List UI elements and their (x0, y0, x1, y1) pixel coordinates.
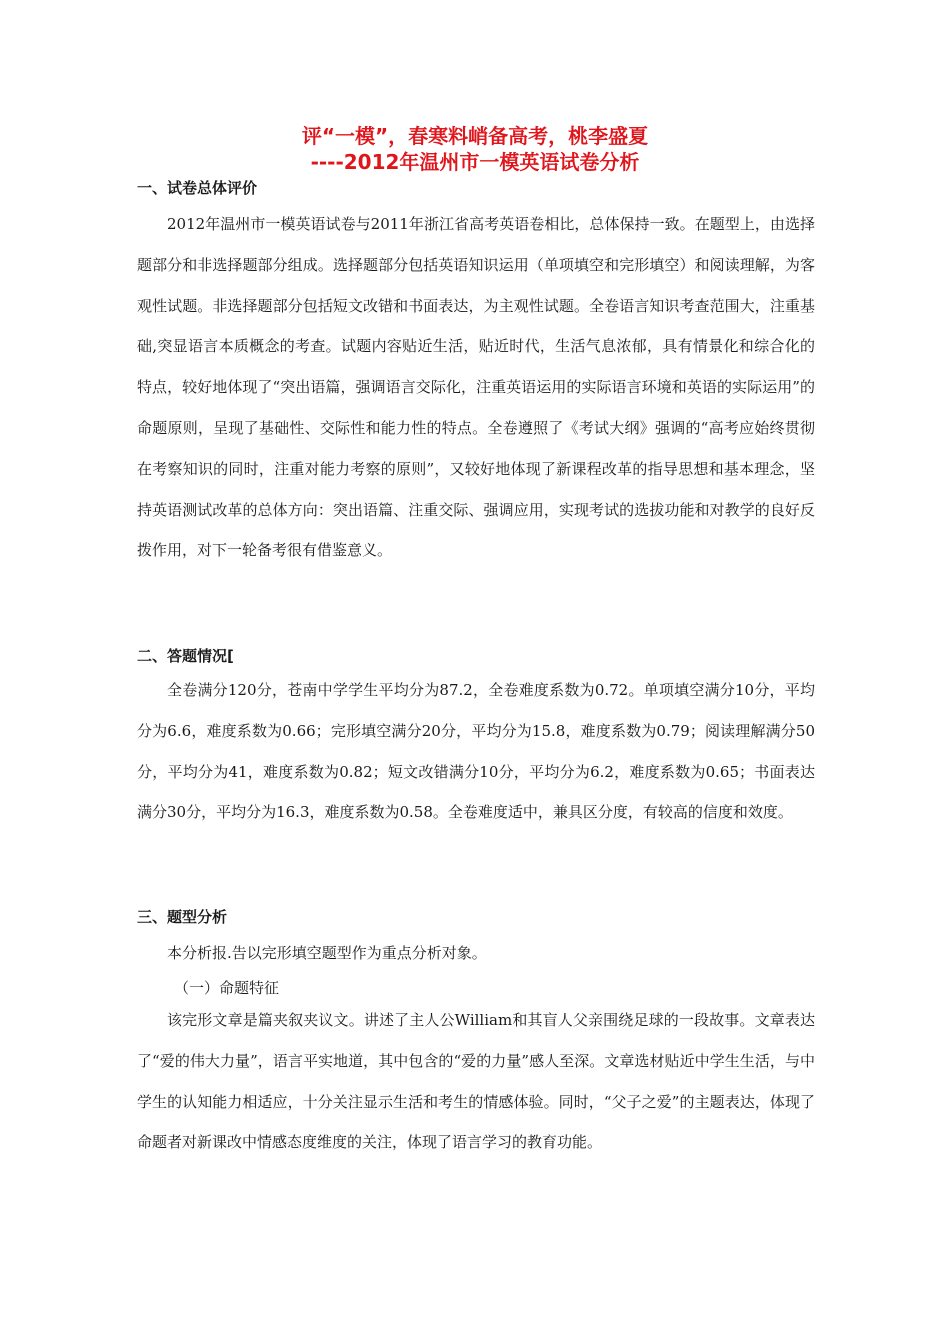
section-1-paragraph: 2012年温州市一模英语试卷与2011年浙江省高考英语卷相比，总体保持一致。在题型上，由选择题部分和非选择题部分组成。选择题部分包括英语知识运用（单项填空和完形填空）和阅读理解，为客观性试题。非选择题部分包括短文改错和书面表达，为主观性试题。全卷语言知识考查范围大，注重基础,突显语言本质概念的考查。试题内容贴近生活，贴近时代，生活气息浓郁，具有情景化和综合化的特点，较好地体现了“突出语篇，强调语言交际化，注重英语运用的实际语言环境和英语的实际运用”的命题原则，呈现了基础性、交际性和能力性的特点。全卷遵照了《考试大纲》强调的“高考应始终贯彻在考察知识的同时，注重对能力考察的原则”，又较好地体现了新课程改革的指导思想和基本理念，坚持英语测试改革的总体方向：突出语篇、注重交际、强调应用，实现考试的选拔功能和对教学的良好反拨作用，对下一轮备考很有借鉴意义。 (137, 215, 815, 560)
section-3-intro: 本分析报.告以完形填空题型作为重点分析对象。 (167, 944, 487, 962)
section-1-heading: 一、试卷总体评价 (137, 179, 258, 197)
section-3-paragraph: 该完形文章是篇夹叙夹议文。讲述了主人公William和其盲人父亲围绕足球的一段故事。文章表达了“爱的伟大力量”，语言平实地道，其中包含的“爱的力量”感人至深。文章选材贴近中学生生活，与中学生的认知能力相适应，十分关注显示生活和考生的情感体验。同时，“父子之爱”的主题表达，体现了命题者对新课改中情感态度维度的关注，体现了语言学习的教育功能。 (137, 1011, 815, 1152)
section-2-heading: 二、答题情况[ (137, 647, 234, 665)
section-3-subheading: （一）命题特征 (174, 979, 280, 997)
document-title-line-1: 评“一模”，春寒料峭备高考，桃李盛夏 (301, 124, 649, 148)
section-2-paragraph: 全卷满分120分，苍南中学学生平均分为87.2，全卷难度系数为0.72。单项填空满分10分，平均分为6.6，难度系数为0.66；完形填空满分20分，平均分为15.8，难度系数为0.79；阅读理解满分50分，平均分为41，难度系数为0.82；短文改错满分10分，平均分为6.2，难度系数为0.65；书面表达满分30分，平均分为16.3，难度系数为0.58。全卷难度适中，兼具区分度，有较高的信度和效度。 (137, 681, 815, 822)
document-title-line-2: ----2012年温州市一模英语试卷分析 (310, 150, 640, 174)
section-3-heading: 三、题型分析 (137, 908, 228, 926)
